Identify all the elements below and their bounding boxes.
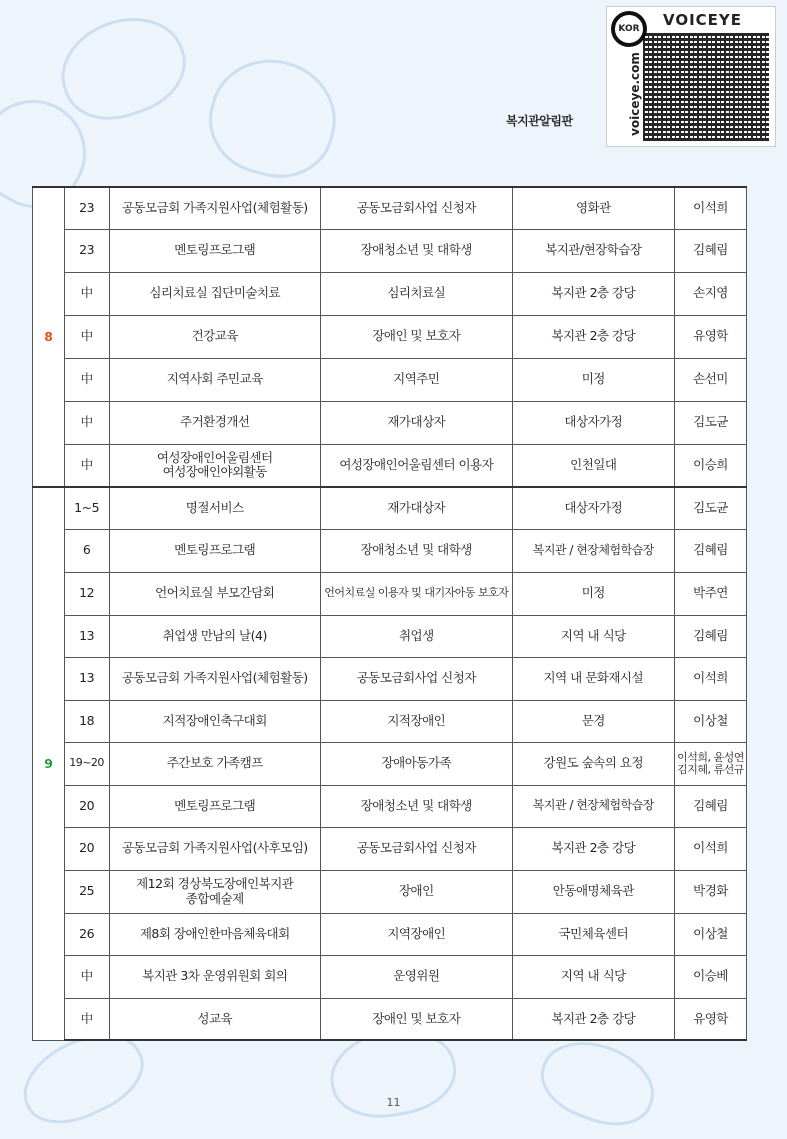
staff-cell: 손지영 <box>674 272 746 315</box>
target-cell: 취업생 <box>320 615 512 657</box>
month-cell: 9 <box>33 487 65 1040</box>
day-cell: 中 <box>64 955 109 998</box>
staff-cell: 김혜림 <box>674 229 746 272</box>
page-number: 11 <box>386 1096 401 1109</box>
day-cell: 13 <box>64 615 109 657</box>
target-cell: 장애인 및 보호자 <box>320 315 512 358</box>
target-cell: 공동모금회사업 신청자 <box>320 827 512 870</box>
program-cell: 지역사회 주민교육 <box>109 358 320 401</box>
day-cell: 20 <box>64 785 109 827</box>
program-cell: 건강교육 <box>109 315 320 358</box>
schedule-row <box>33 272 747 315</box>
schedule-row <box>33 913 747 955</box>
schedule-row <box>33 998 747 1040</box>
target-cell: 장애인 및 보호자 <box>320 998 512 1040</box>
place-cell: 안동애명체육관 <box>512 870 674 913</box>
target-cell: 지적장애인 <box>320 700 512 742</box>
place-cell: 대상자가정 <box>512 487 674 529</box>
place-cell: 미정 <box>512 358 674 401</box>
target-cell: 장애청소년 및 대학생 <box>320 529 512 572</box>
staff-cell: 유영학 <box>674 315 746 358</box>
target-cell: 장애청소년 및 대학생 <box>320 229 512 272</box>
staff-cell: 김혜림 <box>674 785 746 827</box>
schedule-row <box>33 657 747 700</box>
staff-cell: 이승희 <box>674 444 746 487</box>
day-cell: 25 <box>64 870 109 913</box>
program-cell: 공동모금회 가족지원사업(체험활동) <box>109 657 320 700</box>
staff-cell: 박경화 <box>674 870 746 913</box>
target-cell: 운영위원 <box>320 955 512 998</box>
target-cell: 장애인 <box>320 870 512 913</box>
staff-cell: 이상철 <box>674 700 746 742</box>
day-cell: 23 <box>64 187 109 229</box>
place-cell: 복지관 2층 강당 <box>512 998 674 1040</box>
program-cell: 멘토링프로그램 <box>109 229 320 272</box>
target-cell: 장애청소년 및 대학생 <box>320 785 512 827</box>
schedule-row <box>33 444 747 487</box>
program-cell: 공동모금회 가족지원사업(사후모임) <box>109 827 320 870</box>
schedule-row <box>33 615 747 657</box>
program-cell: 제8회 장애인한마음체육대회 <box>109 913 320 955</box>
place-cell: 문경 <box>512 700 674 742</box>
place-cell: 지역 내 문화재시설 <box>512 657 674 700</box>
background-heart-decoration <box>197 46 349 191</box>
staff-cell: 박주연 <box>674 572 746 615</box>
day-cell: 13 <box>64 657 109 700</box>
day-cell: 19~20 <box>64 742 109 785</box>
target-cell: 재가대상자 <box>320 487 512 529</box>
schedule-row <box>33 870 747 913</box>
staff-cell: 김혜림 <box>674 615 746 657</box>
schedule-table <box>32 186 747 1041</box>
schedule-row <box>33 229 747 272</box>
day-cell: 20 <box>64 827 109 870</box>
place-cell: 복지관/현장학습장 <box>512 229 674 272</box>
place-cell: 영화관 <box>512 187 674 229</box>
day-cell: 中 <box>64 401 109 444</box>
staff-cell: 김혜림 <box>674 529 746 572</box>
place-cell: 국민체육센터 <box>512 913 674 955</box>
day-cell: 12 <box>64 572 109 615</box>
day-cell: 26 <box>64 913 109 955</box>
place-cell: 인천일대 <box>512 444 674 487</box>
program-cell: 주거환경개선 <box>109 401 320 444</box>
target-cell: 장애아동가족 <box>320 742 512 785</box>
place-cell: 복지관 2층 강당 <box>512 827 674 870</box>
program-cell: 제12회 경상북도장애인복지관 종합예술제 <box>109 870 320 913</box>
place-cell: 지역 내 식당 <box>512 615 674 657</box>
place-cell: 강원도 숲속의 요정 <box>512 742 674 785</box>
target-cell: 재가대상자 <box>320 401 512 444</box>
staff-cell: 이상철 <box>674 913 746 955</box>
target-cell: 지역주민 <box>320 358 512 401</box>
target-cell: 심리치료실 <box>320 272 512 315</box>
place-cell: 복지관 2층 강당 <box>512 272 674 315</box>
program-cell: 지적장애인축구대회 <box>109 700 320 742</box>
day-cell: 1~5 <box>64 487 109 529</box>
schedule-row <box>33 487 747 529</box>
staff-cell: 이석희, 윤성연 김지혜, 류선규 <box>674 742 746 785</box>
schedule-row <box>33 401 747 444</box>
program-cell: 공동모금회 가족지원사업(체험활동) <box>109 187 320 229</box>
day-cell: 中 <box>64 358 109 401</box>
schedule-row <box>33 358 747 401</box>
day-cell: 18 <box>64 700 109 742</box>
day-cell: 中 <box>64 444 109 487</box>
qr-pattern-icon <box>643 33 769 141</box>
staff-cell: 김도균 <box>674 401 746 444</box>
day-cell: 6 <box>64 529 109 572</box>
staff-cell: 손선미 <box>674 358 746 401</box>
staff-cell: 유영학 <box>674 998 746 1040</box>
place-cell: 지역 내 식당 <box>512 955 674 998</box>
background-heart-decoration <box>531 1027 666 1138</box>
day-cell: 中 <box>64 315 109 358</box>
schedule-row <box>33 827 747 870</box>
kor-badge-icon: KOR <box>611 11 647 47</box>
voiceye-brand: VOICEYE <box>663 11 743 29</box>
program-cell: 복지관 3차 운영위원회 회의 <box>109 955 320 998</box>
target-cell: 공동모금회사업 신청자 <box>320 187 512 229</box>
schedule-row <box>33 700 747 742</box>
program-cell: 멘토링프로그램 <box>109 529 320 572</box>
place-cell: 미정 <box>512 572 674 615</box>
target-cell: 공동모금회사업 신청자 <box>320 657 512 700</box>
program-cell: 심리치료실 집단미술치료 <box>109 272 320 315</box>
target-cell: 언어치료실 이용자 및 대기자아동 보호자 <box>320 572 512 615</box>
schedule-row <box>33 572 747 615</box>
staff-cell: 이석희 <box>674 657 746 700</box>
program-cell: 명절서비스 <box>109 487 320 529</box>
voiceye-qr-code <box>606 6 776 147</box>
place-cell: 대상자가정 <box>512 401 674 444</box>
staff-cell: 이석희 <box>674 827 746 870</box>
target-cell: 여성장애인어울림센터 이용자 <box>320 444 512 487</box>
place-cell: 복지관 / 현장체험학습장 <box>512 785 674 827</box>
place-cell: 복지관 2층 강당 <box>512 315 674 358</box>
staff-cell: 이석희 <box>674 187 746 229</box>
schedule-row <box>33 187 747 229</box>
program-cell: 주간보호 가족캠프 <box>109 742 320 785</box>
program-cell: 언어치료실 부모간담회 <box>109 572 320 615</box>
month-cell: 8 <box>33 187 65 487</box>
program-cell: 성교육 <box>109 998 320 1040</box>
program-cell: 멘토링프로그램 <box>109 785 320 827</box>
day-cell: 中 <box>64 272 109 315</box>
schedule-row <box>33 785 747 827</box>
section-title: 복지관알림판 <box>506 114 573 128</box>
place-cell: 복지관 / 현장체험학습장 <box>512 529 674 572</box>
program-cell: 여성장애인어울림센터 여성장애인야외활동 <box>109 444 320 487</box>
target-cell: 지역장애인 <box>320 913 512 955</box>
program-cell: 취업생 만남의 날(4) <box>109 615 320 657</box>
day-cell: 23 <box>64 229 109 272</box>
schedule-row <box>33 742 747 785</box>
schedule-row <box>33 955 747 998</box>
day-cell: 中 <box>64 998 109 1040</box>
staff-cell: 이승베 <box>674 955 746 998</box>
schedule-row <box>33 529 747 572</box>
voiceye-url: voiceye.com <box>628 52 642 136</box>
staff-cell: 김도균 <box>674 487 746 529</box>
schedule-row <box>33 315 747 358</box>
